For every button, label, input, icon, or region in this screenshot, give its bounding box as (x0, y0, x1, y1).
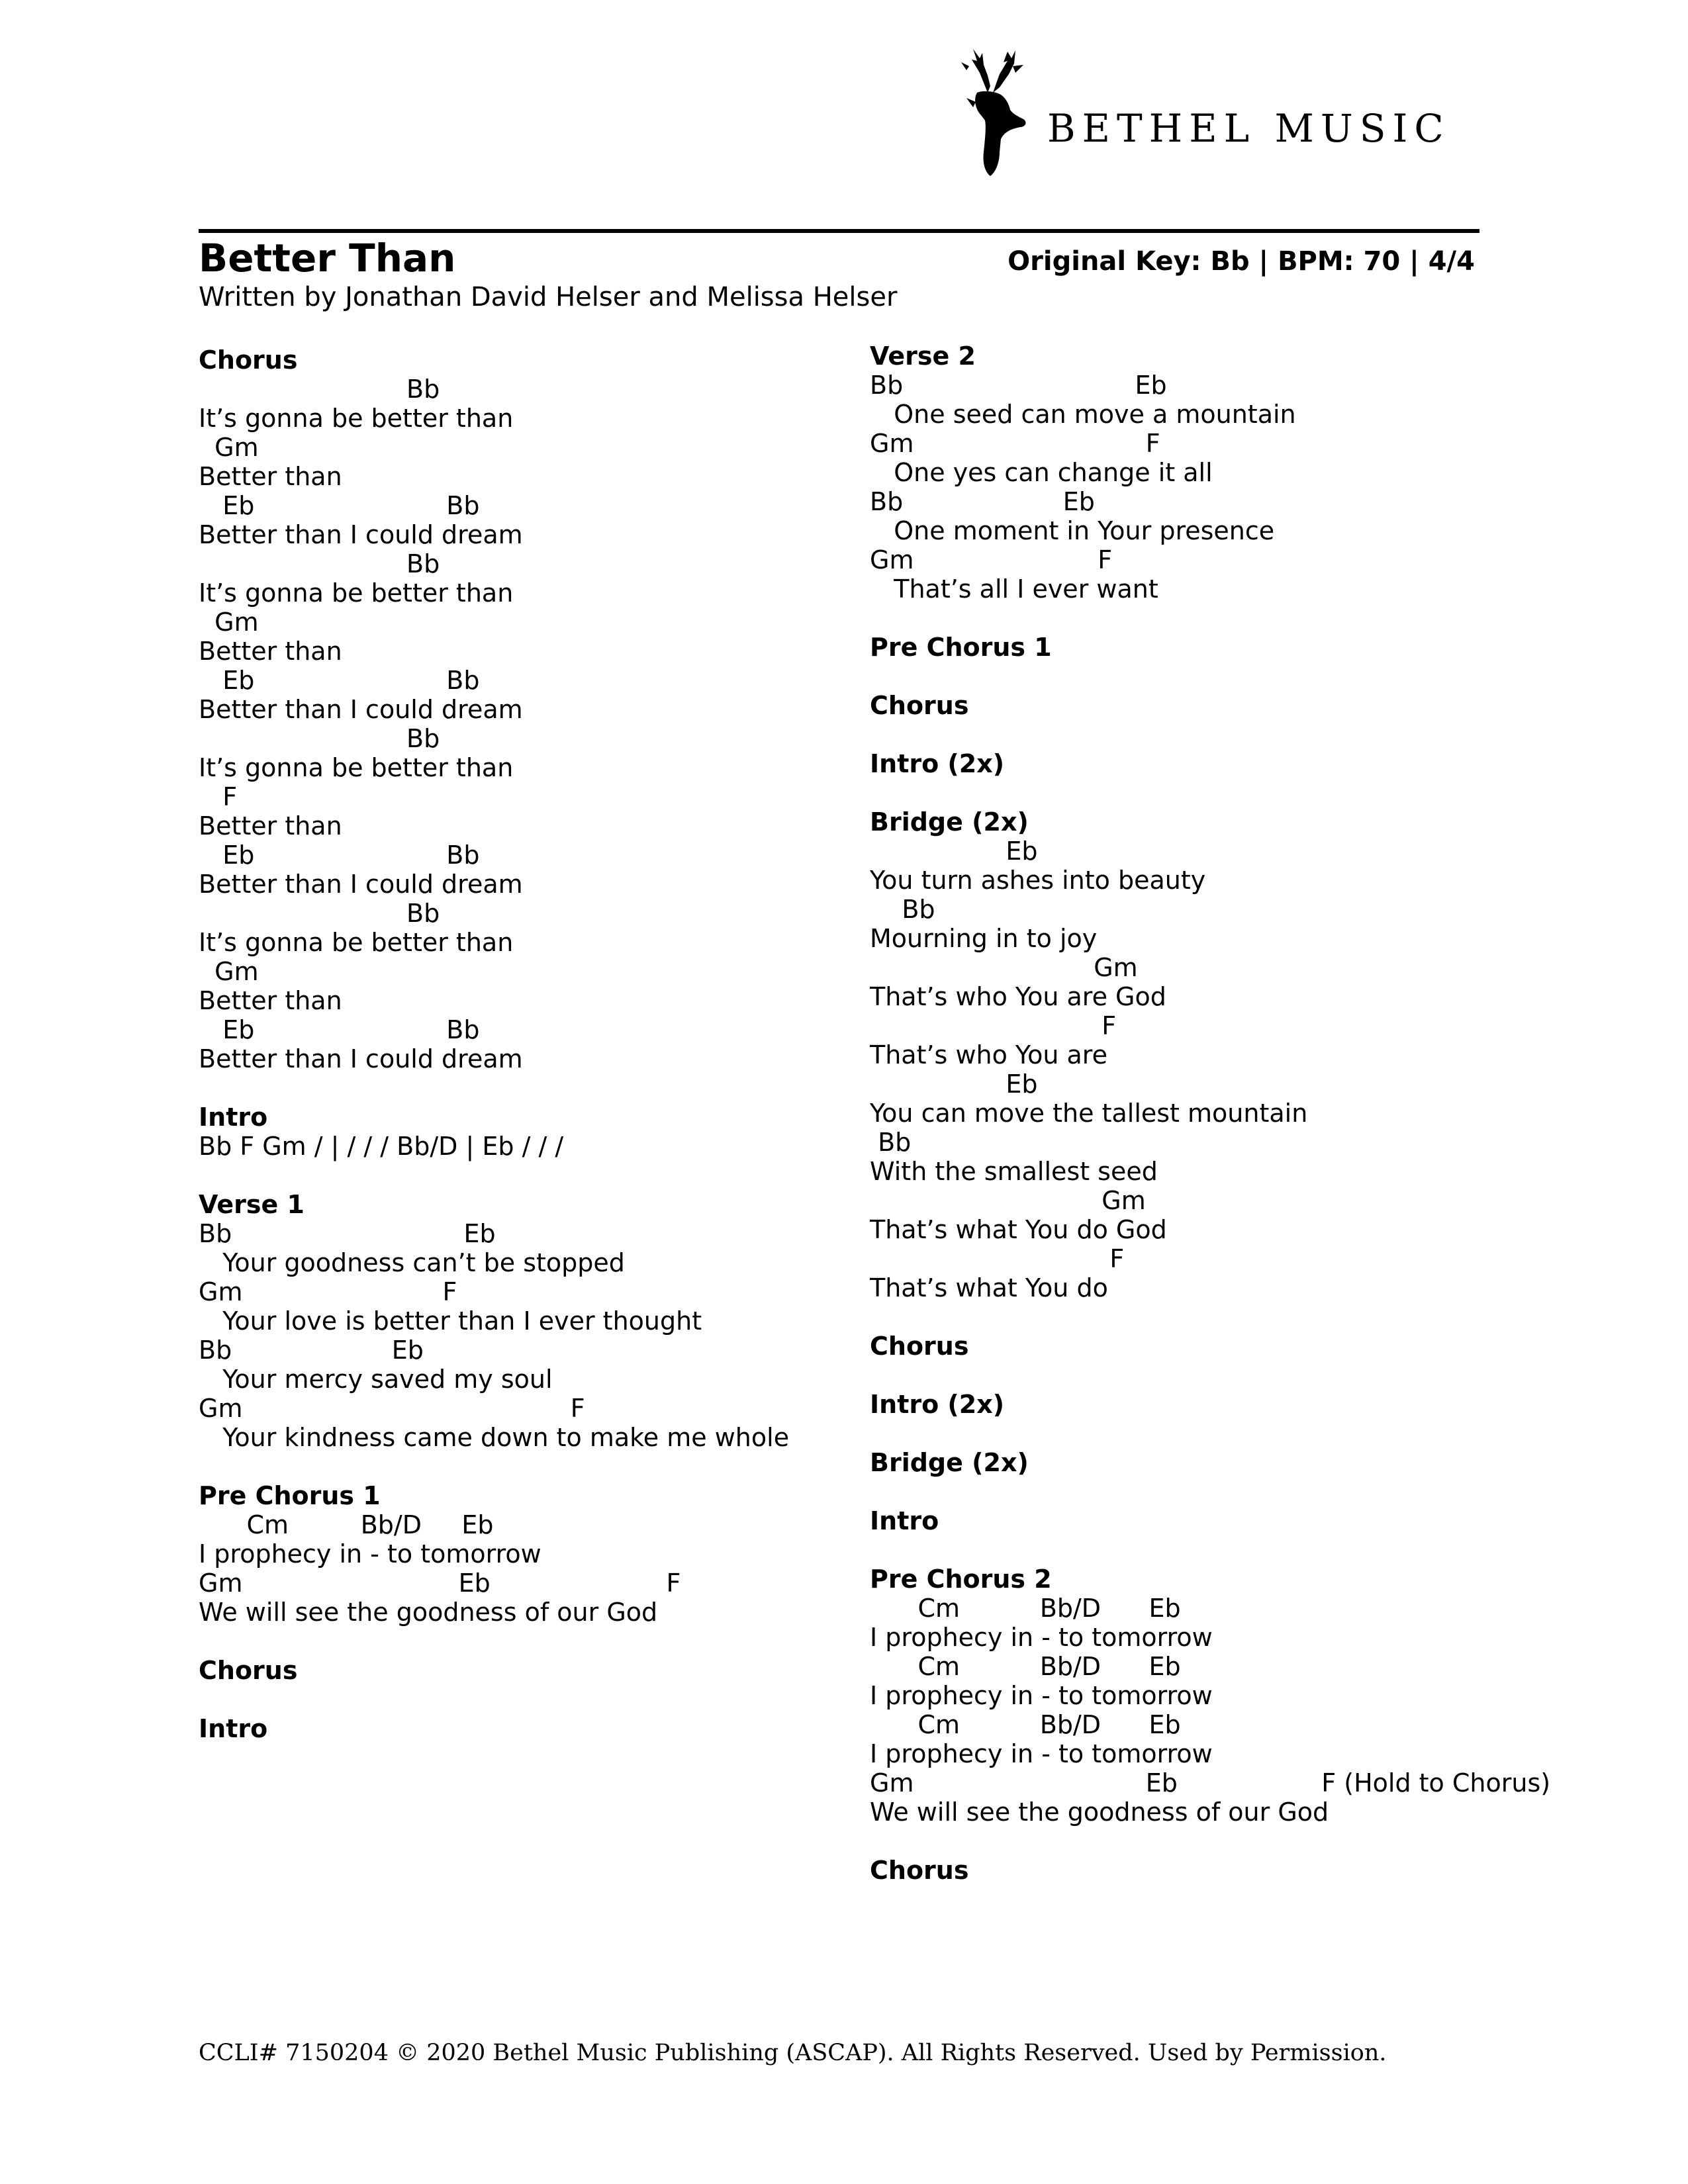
section-heading: Intro (199, 1103, 268, 1132)
chord-line: Eb Bb (199, 491, 480, 520)
chord-line: Gm (870, 953, 1138, 982)
section-heading: Intro (2x) (870, 749, 1005, 778)
lyric-line: One moment in Your presence (870, 516, 1275, 545)
chord-line: Gm (870, 1186, 1146, 1215)
section-heading: Pre Chorus 2 (870, 1565, 1052, 1594)
lyric-line: You can move the tallest mountain (870, 1099, 1308, 1128)
lyric-line: One yes can change it all (870, 458, 1213, 487)
chord-line: F (870, 1244, 1125, 1273)
chord-line: Bb (199, 899, 440, 928)
lyric-line: Better than I could dream (199, 870, 523, 899)
chord-line: Gm Eb F (Hold to Chorus) (870, 1768, 1551, 1797)
chord-line: Eb (870, 837, 1038, 866)
chord-line: Bb Eb (870, 487, 1095, 516)
song-meta: Original Key: Bb | BPM: 70 | 4/4 (1008, 246, 1475, 277)
chord-line: Cm Bb/D Eb (870, 1594, 1181, 1623)
section-heading: Chorus (870, 691, 969, 720)
lyric-line: I prophecy in - to tomorrow (870, 1739, 1213, 1768)
lyric-line: Your kindness came down to make me whole (199, 1423, 790, 1452)
section-heading: Verse 1 (199, 1190, 305, 1219)
chord-line: Eb Bb (199, 1015, 480, 1044)
chord-line: Bb Eb (870, 371, 1167, 400)
lyric-line: It’s gonna be better than (199, 404, 514, 433)
chord-line: Eb Bb (199, 841, 480, 870)
chord-line: Bb (870, 895, 935, 924)
section-heading: Intro (2x) (870, 1390, 1005, 1419)
lyric-line: That’s who You are God (870, 982, 1166, 1011)
chord-line: Gm F (199, 1394, 585, 1423)
lyric-line: I prophecy in - to tomorrow (870, 1681, 1213, 1710)
chord-line: Gm (199, 957, 259, 986)
lyric-line: Better than (199, 811, 342, 841)
section-heading: Pre Chorus 1 (870, 633, 1052, 662)
header-rule (199, 229, 1479, 233)
chord-line: F (870, 1011, 1117, 1040)
lyric-line: With the smallest seed (870, 1157, 1158, 1186)
chord-line: Bb (870, 1128, 912, 1157)
lyric-line: Better than I could dream (199, 1044, 523, 1073)
chord-line: Bb Eb (199, 1219, 496, 1248)
lyric-line: It’s gonna be better than (199, 753, 514, 782)
lyric-line: That’s what You do God (870, 1215, 1167, 1244)
song-writers: Written by Jonathan David Helser and Melissa Helser (199, 282, 898, 312)
chord-line: Cm Bb/D Eb (870, 1652, 1181, 1681)
chord-line: Gm (199, 608, 259, 637)
lyric-line: I prophecy in - to tomorrow (199, 1539, 541, 1569)
stag-head-icon (947, 46, 1039, 179)
lyric-line: It’s gonna be better than (199, 928, 514, 957)
lyric-line: That’s all I ever want (870, 574, 1158, 604)
copyright-footer: CCLI# 7150204 © 2020 Bethel Music Publishing (ASCAP). All Rights Reserved. Used by Permission. (199, 2040, 1387, 2066)
lyric-line: Better than (199, 462, 342, 491)
chord-line: Bb (199, 375, 440, 404)
section-heading: Chorus (870, 1332, 969, 1361)
lyric-line: I prophecy in - to tomorrow (870, 1623, 1213, 1652)
section-heading: Chorus (870, 1856, 969, 1885)
chord-line: Gm F (199, 1277, 457, 1306)
chord-line: Eb Bb (199, 666, 480, 695)
section-heading: Chorus (199, 1656, 298, 1685)
chord-line: Cm Bb/D Eb (870, 1710, 1181, 1739)
lyric-line: Mourning in to joy (870, 924, 1098, 953)
lyric-line: One seed can move a mountain (870, 400, 1296, 429)
chord-line: Gm F (870, 429, 1160, 458)
lyric-line: Better than I could dream (199, 695, 523, 724)
lyric-line: We will see the goodness of our God (870, 1797, 1329, 1827)
bethel-music-logo (947, 46, 1463, 179)
chord-line: Bb (199, 724, 440, 753)
chord-line: F (199, 782, 238, 811)
lyric-line: That’s what You do (870, 1273, 1108, 1302)
chord-line: Bb (199, 549, 440, 578)
song-title: Better Than (199, 236, 456, 281)
section-heading: Intro (870, 1506, 939, 1535)
lyric-line: Better than (199, 986, 342, 1015)
chord-line: Eb (870, 1069, 1038, 1099)
brand-name: BETHEL MUSIC (1047, 106, 1450, 151)
lyric-line: We will see the goodness of our God (199, 1598, 658, 1627)
chord-line: Gm Eb F (199, 1569, 681, 1598)
chord-line: Bb F Gm / | / / / Bb/D | Eb / / / (199, 1132, 564, 1161)
section-heading: Bridge (2x) (870, 807, 1029, 837)
section-heading: Pre Chorus 1 (199, 1481, 381, 1510)
lyric-line: Better than (199, 637, 342, 666)
chord-line: Gm F (870, 545, 1113, 574)
section-heading: Verse 2 (870, 341, 976, 371)
lyric-line: Your love is better than I ever thought (199, 1306, 702, 1336)
chord-line: Bb Eb (199, 1336, 424, 1365)
section-heading: Chorus (199, 345, 298, 375)
lyric-line: Your mercy saved my soul (199, 1365, 553, 1394)
section-heading: Bridge (2x) (870, 1448, 1029, 1477)
lyric-line: Better than I could dream (199, 520, 523, 549)
section-heading: Intro (199, 1714, 268, 1743)
chord-line: Cm Bb/D Eb (199, 1510, 494, 1539)
chord-line: Gm (199, 433, 259, 462)
lyric-line: You turn ashes into beauty (870, 866, 1206, 895)
lyric-line: Your goodness can’t be stopped (199, 1248, 625, 1277)
lyric-line: That’s who You are (870, 1040, 1107, 1069)
lyric-line: It’s gonna be better than (199, 578, 514, 608)
